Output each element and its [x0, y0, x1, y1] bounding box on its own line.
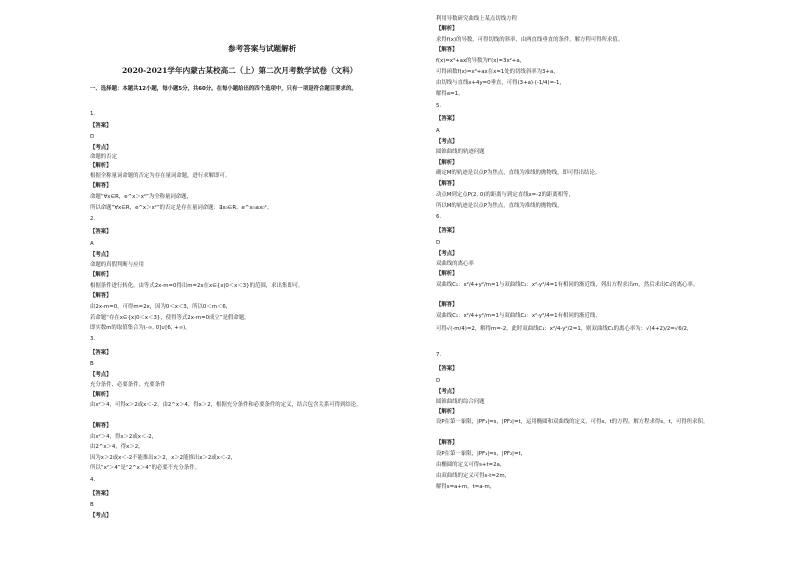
solution-text: 可得函数f(x)=x³+ax在x=1处的切线斜率为3+a， [436, 69, 559, 75]
topic-text: 圆锥曲线的轨迹问题 [436, 149, 485, 155]
solution-text: 解得a=1。 [436, 91, 464, 97]
solution-label: 【解答】 [90, 423, 112, 429]
topic-text: 圆锥曲线的综合问题 [436, 399, 485, 405]
answer-label: 【答案】 [90, 123, 112, 129]
q1-number: 1. [90, 111, 96, 117]
solution-text: 由2^x＞4，得x＞2， [90, 444, 144, 450]
answer-value: D [90, 134, 95, 140]
solution-text: 由x²＞4，得x＞2或x＜-2， [90, 434, 158, 440]
analysis-label: 【解析】 [90, 163, 112, 169]
page-title: 参考答案与试题解析 [228, 44, 297, 53]
q3-number: 3. [90, 336, 96, 342]
answer-label: 【答案】 [90, 229, 112, 235]
topic-label: 【考点】 [436, 251, 458, 257]
analysis-label: 【解析】 [436, 409, 458, 415]
analysis-label: 【解析】 [436, 160, 458, 166]
solution-text: 双曲线C₁：x²/4+y²/m=1与双曲线C₂：x²-y²/4=1有相同的渐近线， [436, 313, 601, 319]
solution-text: 设P在第一象限，|PF₁|=s，|PF₂|=t， [436, 451, 527, 457]
solution-label: 【解答】 [436, 47, 458, 53]
solution-text: 即实数m的取值集合为(-∞, 0]∪[6, +∞)。 [90, 325, 191, 331]
q5-number: 5. [436, 103, 442, 109]
solution-text: 若命题“存在x∈{x|0＜x＜3}，使得等式2x-m=0成立”是假命题， [90, 315, 250, 321]
solution-text: 因为x＞2或x＜-2不能推出x＞2，x＞2能推出x＞2或x＜-2， [90, 455, 237, 461]
analysis-text: 根据全称量词命题的否定为存在量词命题，进行求解即可。 [90, 173, 231, 179]
analysis-text: 求得f(x)的导数，可得切线的斜率，由两直线垂直的条件，解方程可得所求值。 [436, 37, 624, 43]
solution-text: 由2x-m=0，可得m=2x，因为0＜x＜3，所以0＜m＜6， [90, 304, 232, 310]
topic-label: 【考点】 [90, 372, 112, 378]
analysis-text: 由x²＞4，可得x＞2或x＜-2，由2^x＞4，得x＞2，根据充分条件和必要条件的定义，结合包含关系可得到结论。 [90, 402, 362, 408]
topic-text: 双曲线的离心率 [436, 261, 474, 267]
solution-text: 由椭圆的定义可得s+t=2a， [436, 462, 506, 468]
answer-value: D [436, 378, 441, 384]
q6-number: 6. [436, 214, 442, 220]
solution-text: 命题“∀x∈R，e^x＞x²”为全称量词命题， [90, 194, 192, 200]
exam-subtitle: 2020-2021学年内蒙古某校高二（上）第二次月考数学试卷（文科） [122, 66, 358, 75]
solution-text: 所以命题“∀x∈R，e^x＞x²”的否定是存在量词命题：∃x₀∈R，e^x₀≤x₀²。 [90, 205, 273, 211]
analysis-text: 双曲线C₁：x²/4+y²/m=1与双曲线C₂：x²-y²/4=1有相同的渐近线，列出方程求出m，然后求出C₁的离心率。 [436, 282, 699, 288]
solution-label: 【解答】 [90, 183, 112, 189]
topic-label: 【考点】 [436, 389, 458, 395]
answer-value: B [90, 361, 94, 367]
q4-number: 4. [90, 477, 96, 483]
analysis-label: 【解析】 [436, 271, 458, 277]
topic-label: 【考点】 [90, 145, 112, 151]
q2-number: 2. [90, 216, 96, 222]
solution-label: 【解答】 [90, 293, 112, 299]
solution-text: 由双曲线的定义可得s-t=2m， [436, 473, 510, 479]
topic-label: 【考点】 [90, 513, 112, 519]
answer-value: A [90, 241, 94, 247]
solution-label: 【解答】 [436, 181, 458, 187]
q7-number: 7. [436, 352, 442, 358]
solution-label: 【解答】 [436, 440, 458, 446]
answer-label: 【答案】 [90, 491, 112, 497]
solution-text: 所以“x²＞4”是“2^x＞4”的必要不充分条件。 [90, 465, 200, 471]
topic-text: 命题的真假判断与应用 [90, 262, 144, 268]
analysis-label: 【解析】 [436, 26, 458, 32]
analysis-text: 根据条件进行转化，由等式2x-m=0得出m=2x在x∈{x|0＜x＜3}的范围，求出集即可。 [90, 283, 304, 289]
solution-text: f(x)=x³+ax的导数为f'(x)=3x²+a， [436, 58, 526, 64]
analysis-text: 确定M的轨迹是以点P为焦点，直线为准线的抛物线，即可得出结论。 [436, 170, 601, 176]
solution-text: 解得s=a+m，t=a-m， [436, 484, 496, 490]
answer-value: B [90, 502, 94, 508]
topic-label: 【考点】 [436, 139, 458, 145]
analysis-label: 【解析】 [90, 272, 112, 278]
solution-text: 动点M到定点P(2, 0)的距离与到定直线x=-2的距离相等， [436, 192, 574, 198]
topic-label: 【考点】 [90, 252, 112, 258]
solution-text: 可得√(-m/4)=2，解得m=-2，此时双曲线C₁：x²/4-y²/2=1，则双曲线C₁的离心率为：√(4+2)/2=√6/2， [436, 326, 693, 332]
answer-value: A [436, 128, 440, 134]
answer-label: 【答案】 [90, 350, 112, 356]
analysis-label: 【解析】 [90, 392, 112, 398]
solution-label: 【解答】 [436, 302, 458, 308]
solution-text: 所以M的轨迹是以点P为焦点，直线为准线的抛物线， [436, 203, 563, 209]
answer-label: 【答案】 [436, 366, 458, 372]
answer-value: D [436, 240, 441, 246]
solution-text: 由切线与直线x+4y=0垂直，可得(3+a)·(-1/4)=-1， [436, 80, 565, 86]
topic-text: 充分条件、必要条件、充要条件 [90, 382, 166, 388]
answer-label: 【答案】 [436, 228, 458, 234]
analysis-text: 设P在第一象限，|PF₁|=s，|PF₂|=t，运用椭圆和双曲线的定义，可得s，t的方程，解方程求得s，t，可得所求积。 [436, 419, 709, 425]
topic-text: 利用导数研究曲线上某点切线方程 [436, 16, 517, 22]
topic-text: 命题的否定 [90, 154, 117, 160]
section-intro: 一、选择题：本题共12小题，每小题5分，共60分。在每小题给出的四个选项中，只有一项是符合题目要求的。 [90, 86, 357, 92]
answer-label: 【答案】 [436, 116, 458, 122]
